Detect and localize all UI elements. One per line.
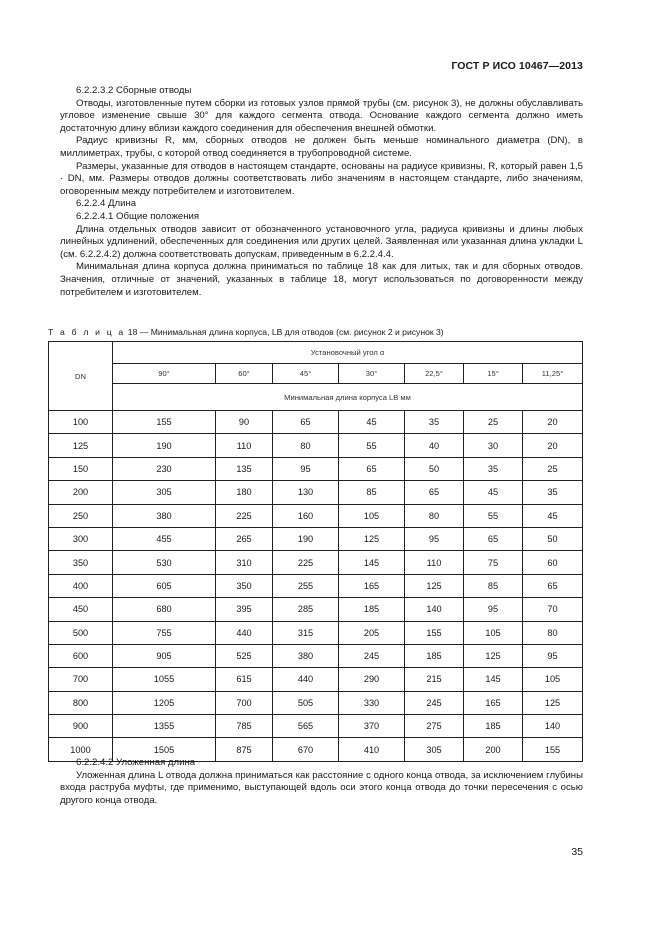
length-cell: 50 [523,527,583,550]
length-cell: 700 [216,691,273,714]
length-cell: 185 [464,715,523,738]
table-row [49,668,583,691]
table-row [49,621,583,644]
length-cell: 145 [339,551,405,574]
length-cell: 230 [113,457,216,480]
length-cell: 130 [273,481,339,504]
length-cell: 190 [113,434,216,457]
dn-cell: 350 [49,551,113,574]
table-caption [48,327,588,337]
length-cell: 245 [405,691,464,714]
length-cell: 255 [273,574,339,597]
length-cell: 165 [339,574,405,597]
length-cell: 30 [464,434,523,457]
length-cell: 155 [523,738,583,761]
table-row [49,504,583,527]
length-cell: 65 [405,481,464,504]
length-cell: 370 [339,715,405,738]
length-cell: 525 [216,644,273,667]
length-cell: 315 [273,621,339,644]
length-cell: 125 [523,691,583,714]
dn-cell: 450 [49,598,113,621]
dn-cell: 600 [49,644,113,667]
length-cell: 185 [405,644,464,667]
length-cell: 215 [405,668,464,691]
length-cell: 80 [523,621,583,644]
length-cell: 70 [523,598,583,621]
length-cell: 200 [464,738,523,761]
dn-cell: 1000 [49,738,113,761]
length-cell: 160 [273,504,339,527]
length-cell: 330 [339,691,405,714]
length-cell: 305 [113,481,216,504]
length-cell: 65 [464,527,523,550]
length-cell: 45 [339,411,405,434]
length-cell: 145 [464,668,523,691]
length-cell: 670 [273,738,339,761]
paragraph: Уложенная длина L отвода должна приниматься как расстояние с одного конца отвода, за исключением глубины входа раструба муфты, где применимо, выступающей вдоль оси этого конца отвода до точки пересечения с осью другого конца отвода. [60,769,583,806]
length-cell: 305 [405,738,464,761]
length-cell: 50 [405,457,464,480]
length-cell: 35 [405,411,464,434]
length-cell: 395 [216,598,273,621]
dn-cell: 800 [49,691,113,714]
length-cell: 110 [405,551,464,574]
length-cell: 140 [523,715,583,738]
length-cell: 245 [339,644,405,667]
length-cell: 875 [216,738,273,761]
table-row [49,434,583,457]
dn-cell: 900 [49,715,113,738]
dn-cell: 100 [49,411,113,434]
length-cell: 135 [216,457,273,480]
angle-column-header: 30° [339,364,405,384]
length-cell: 615 [216,668,273,691]
length-cell: 125 [405,574,464,597]
paragraph: Отводы, изготовленные путем сборки из готовых узлов прямой трубы (см. рисунок 3), не должны обуславливать угловое изменение свыше 30° для каждого сегмента отвода. Основание каждого сегмента должно иметь достаточную длину вблизи каждого соединения для обеспечения внешней обмотки. [60,97,583,134]
length-cell: 1355 [113,715,216,738]
length-cell: 45 [523,504,583,527]
length-cell: 380 [273,644,339,667]
dn-cell: 700 [49,668,113,691]
standard-code-header: ГОСТ Р ИСО 10467—2013 [451,60,583,72]
length-cell: 95 [464,598,523,621]
dn-cell: 125 [49,434,113,457]
length-cell: 275 [405,715,464,738]
length-cell: 65 [339,457,405,480]
length-cell: 410 [339,738,405,761]
length-cell: 440 [273,668,339,691]
angle-column-header: 60° [216,364,273,384]
dn-cell: 150 [49,457,113,480]
clause-heading: 6.2.2.3.2 Сборные отводы [76,85,192,96]
dn-cell: 200 [49,481,113,504]
table-row [49,598,583,621]
length-cell: 20 [523,411,583,434]
length-cell: 105 [464,621,523,644]
length-cell: 125 [339,527,405,550]
length-cell: 1205 [113,691,216,714]
length-cell: 155 [113,411,216,434]
length-cell: 530 [113,551,216,574]
length-cell: 85 [339,481,405,504]
length-cell: 125 [464,644,523,667]
length-cell: 265 [216,527,273,550]
table-row [49,481,583,504]
length-cell: 40 [405,434,464,457]
length-cell: 90 [216,411,273,434]
table-row [49,457,583,480]
length-cell: 565 [273,715,339,738]
length-cell: 380 [113,504,216,527]
length-cell: 20 [523,434,583,457]
length-cell: 65 [273,411,339,434]
length-cell: 85 [464,574,523,597]
length-cell: 350 [216,574,273,597]
angle-column-header: 15° [464,364,523,384]
dn-cell: 400 [49,574,113,597]
paragraph: Длина отдельных отводов зависит от обозначенного установочного угла, радиуса кривизны и длины любых линейных удлинений, обеспеченных для соединения или других целей. Заявленная или указанная длина укладки L (см. 6.2.2.4.2) должна соответствовать допускам, приведенным в 6.2.2.4.4. [60,223,583,260]
clause-heading: 6.2.2.4 Длина [76,198,137,210]
section-ulozhennaya-dlina [60,757,583,807]
dn-cell: 250 [49,504,113,527]
length-cell: 290 [339,668,405,691]
length-cell: 140 [405,598,464,621]
min-body-length-table [48,341,583,762]
length-cell: 680 [113,598,216,621]
table-caption-text: 18 — Минимальная длина корпуса, LB для отводов (см. рисунок 2 и рисунок 3) [127,327,444,337]
length-cell: 505 [273,691,339,714]
angle-column-header: 11,25° [523,364,583,384]
clause-heading: 6.2.2.4.1 Общие положения [76,210,200,222]
length-cell: 25 [464,411,523,434]
length-cell: 45 [464,481,523,504]
table-row [49,574,583,597]
length-cell: 155 [405,621,464,644]
length-header: Минимальная длина корпуса LB мм [113,384,583,411]
length-cell: 455 [113,527,216,550]
length-cell: 180 [216,481,273,504]
page-number: 35 [571,846,583,858]
section-sborny-otvody [60,85,583,299]
table-row [49,551,583,574]
length-cell: 285 [273,598,339,621]
clause-heading: 6.2.2.4.2 Уложенная длина [76,757,196,768]
length-cell: 110 [216,434,273,457]
length-cell: 105 [339,504,405,527]
length-cell: 95 [523,644,583,667]
length-cell: 55 [339,434,405,457]
length-cell: 65 [523,574,583,597]
angle-column-header: 22,5° [405,364,464,384]
angle-header: Установочный угол α [113,342,583,364]
length-cell: 440 [216,621,273,644]
length-cell: 905 [113,644,216,667]
length-cell: 95 [273,457,339,480]
length-cell: 95 [405,527,464,550]
length-cell: 190 [273,527,339,550]
length-cell: 785 [216,715,273,738]
dn-cell: 500 [49,621,113,644]
length-cell: 75 [464,551,523,574]
table-row [49,715,583,738]
length-cell: 25 [523,457,583,480]
length-cell: 1055 [113,668,216,691]
length-cell: 80 [405,504,464,527]
paragraph: Размеры, указанные для отводов в настоящем стандарте, основаны на радиусе кривизны, R, который равен 1,5 · DN, мм. Размеры отводов должны соответствовать либо значениям в настоящем стандарте, либо значениям, оговоренным между потребителем и изготовителем. [60,160,583,197]
length-cell: 35 [464,457,523,480]
length-cell: 55 [464,504,523,527]
paragraph: Минимальная длина корпуса должна приниматься по таблице 18 как для литых, так и для сборных отводов. Значения, отличные от значений, указанных в таблице 18, могут использоваться по договоренности между потребителем и изготовителем. [60,261,583,298]
angle-column-header: 45° [273,364,339,384]
dn-header: DN [49,342,113,411]
length-cell: 225 [273,551,339,574]
length-cell: 165 [464,691,523,714]
length-cell: 310 [216,551,273,574]
length-cell: 35 [523,481,583,504]
length-cell: 605 [113,574,216,597]
table-row [49,527,583,550]
table-caption-prefix: Т а б л и ц а [48,327,126,337]
table-row [49,644,583,667]
length-cell: 60 [523,551,583,574]
length-cell: 225 [216,504,273,527]
paragraph: Радиус кривизны R, мм, сборных отводов не должен быть меньше номинального диаметра (DN), в миллиметрах, трубы, с которой отвод соединяется в трубопроводной системе. [60,135,583,159]
length-cell: 105 [523,668,583,691]
table-row [49,411,583,434]
length-cell: 80 [273,434,339,457]
length-cell: 185 [339,598,405,621]
length-cell: 1505 [113,738,216,761]
angle-column-header: 90° [113,364,216,384]
length-cell: 755 [113,621,216,644]
dn-cell: 300 [49,527,113,550]
length-cell: 205 [339,621,405,644]
table-row [49,691,583,714]
